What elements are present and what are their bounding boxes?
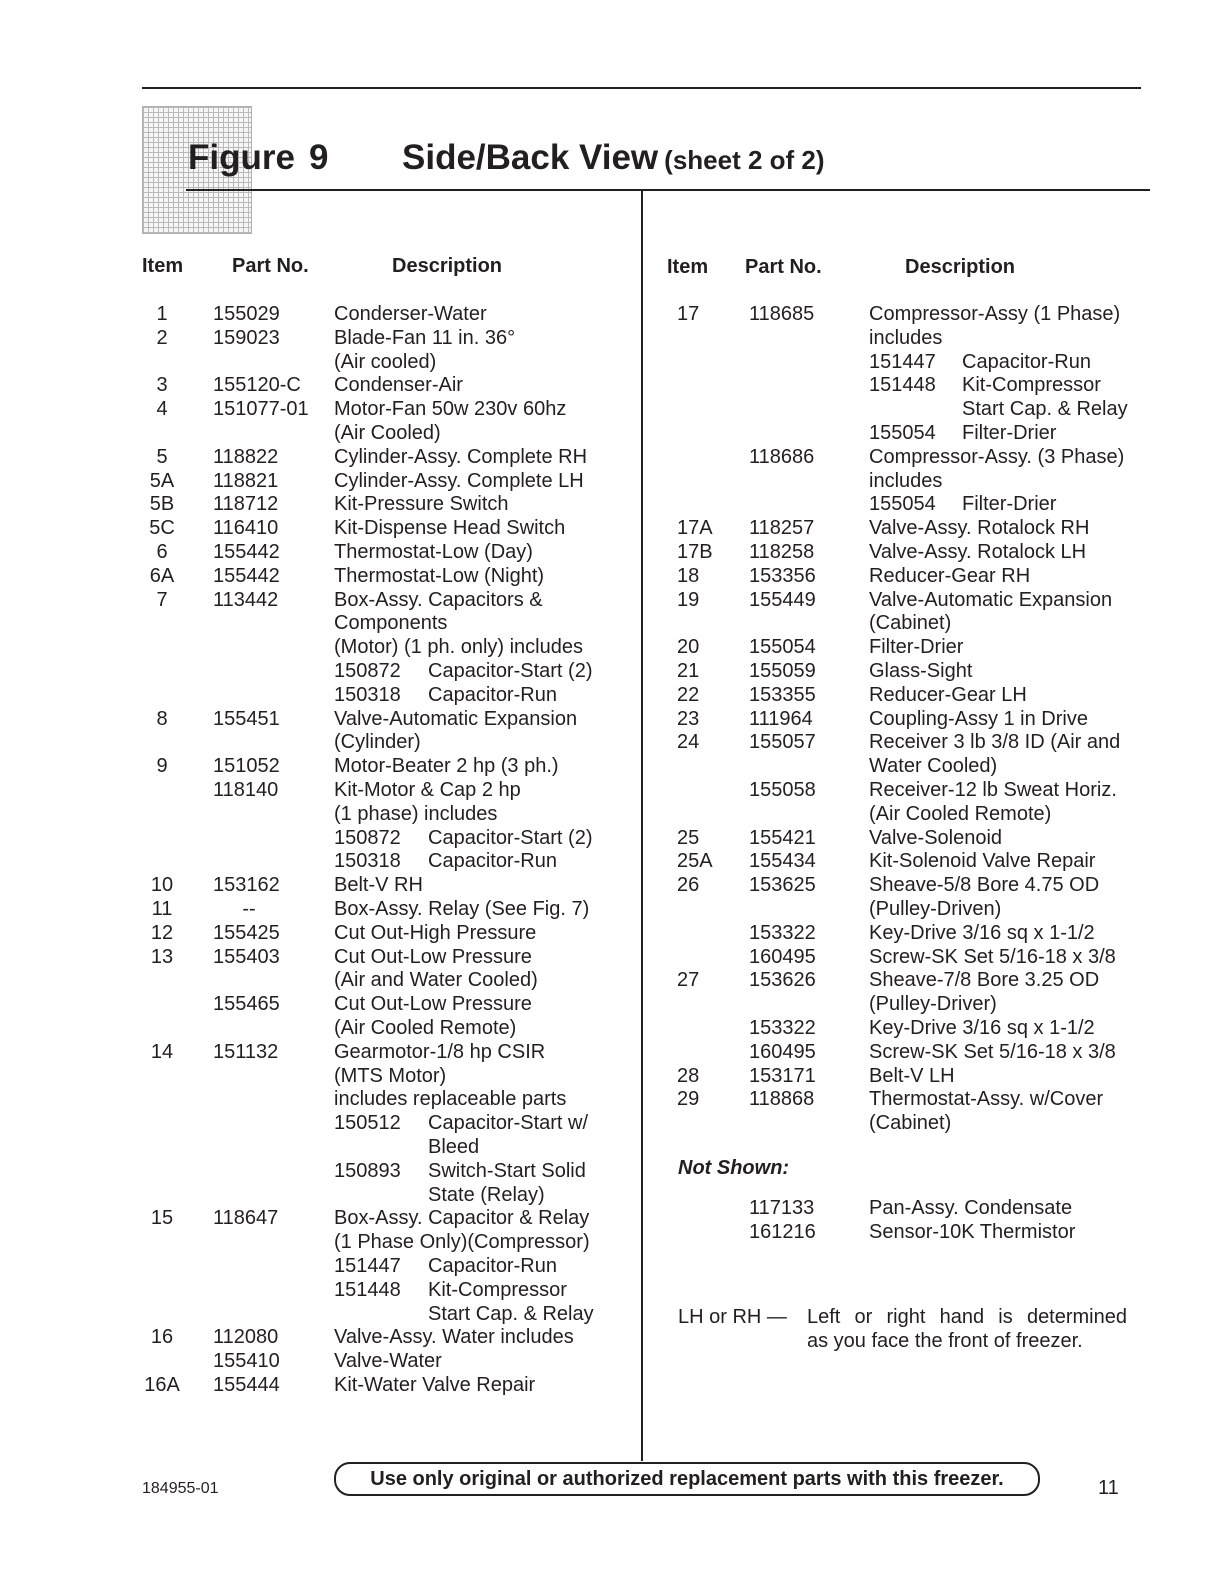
- part-number-cell: 155421: [749, 826, 816, 849]
- figure-name: [402, 136, 825, 182]
- description-cell: Screw-SK Set 5/16-18 x 3/8: [869, 945, 1116, 968]
- page-number: 11: [1098, 1477, 1119, 1499]
- note-line-1: Left or right hand is determined: [807, 1306, 1127, 1328]
- description-cell: Water Cooled): [869, 755, 998, 778]
- left-header-description: Description: [392, 255, 503, 277]
- right-header-item: Item: [667, 256, 709, 278]
- description-cell: Box-Assy. Capacitors &: [334, 588, 543, 611]
- description-cell: Key-Drive 3/16 sq x 1-1/2: [869, 921, 1095, 944]
- item-cell: 25: [677, 826, 700, 849]
- description-cell: Components: [334, 612, 448, 635]
- description-cell: Cut Out-Low Pressure: [334, 945, 532, 968]
- part-number-cell: 118647: [213, 1207, 279, 1230]
- description-cell: Valve-Assy. Water includes: [334, 1326, 574, 1349]
- description-cell: Thermostat-Low (Night): [334, 564, 545, 587]
- part-number-cell: 118822: [213, 445, 279, 468]
- description-cell: (1 Phase Only)(Compressor): [334, 1231, 590, 1254]
- part-number-cell: 151132: [213, 1040, 279, 1063]
- description-cell: 155054: [869, 493, 936, 516]
- figure-title-text: Side/Back View: [402, 138, 659, 177]
- left-header-item: Item: [142, 255, 184, 277]
- description-cell: Valve-Automatic Expansion: [869, 588, 1113, 611]
- part-number-cell: 153355: [749, 683, 816, 706]
- part-number-cell: 151052: [213, 755, 280, 778]
- description-cell: (1 phase) includes: [334, 802, 498, 825]
- sub-description-cell: Capacitor-Start w/: [428, 1112, 589, 1135]
- item-cell: 22: [677, 683, 700, 706]
- sub-description-cell: Capacitor-Run: [428, 683, 557, 706]
- part-number-cell: 118821: [213, 469, 279, 492]
- sub-description-cell: Capacitor-Start (2): [428, 660, 593, 682]
- sub-description-cell: Capacitor-Run: [428, 850, 557, 873]
- figure-number: 9: [308, 138, 329, 177]
- part-number-cell: 155444: [213, 1374, 280, 1396]
- part-number-cell: 155449: [749, 588, 816, 611]
- description-cell: 150872: [334, 826, 401, 849]
- description-cell: Box-Assy. Relay (See Fig. 7): [334, 898, 590, 920]
- description-cell: Kit-Motor & Cap 2 hp: [334, 779, 521, 801]
- description-cell: includes replaceable parts: [334, 1088, 567, 1111]
- item-cell: 14: [150, 1040, 174, 1063]
- part-number-cell: 159023: [213, 326, 280, 349]
- sub-description-cell: Filter-Drier: [962, 493, 1057, 516]
- part-number-cell: 153171: [749, 1064, 816, 1087]
- part-number-cell: 155403: [213, 945, 280, 968]
- part-number-cell: 153162: [213, 874, 280, 897]
- part-number-cell: 116410: [213, 517, 279, 540]
- item-cell: 4: [156, 398, 168, 421]
- description-cell: 150872: [334, 660, 401, 682]
- item-cell: 1: [156, 303, 168, 325]
- description-cell: Key-Drive 3/16 sq x 1-1/2: [869, 1017, 1095, 1039]
- sub-description-cell: State (Relay): [428, 1183, 545, 1206]
- item-cell: 15: [150, 1207, 174, 1230]
- part-number-cell: 153626: [749, 969, 816, 992]
- note-label: LH or RH —: [678, 1306, 787, 1328]
- item-cell: 6A: [149, 564, 175, 587]
- item-cell: 5: [156, 445, 168, 468]
- description-cell: 150318: [334, 683, 401, 706]
- description-cell: Thermostat-Low (Day): [334, 541, 533, 563]
- description-cell: Conderser-Water: [334, 303, 487, 325]
- description-cell: Condenser-Air: [334, 374, 463, 397]
- figure-title: [188, 136, 825, 180]
- item-cell: 20: [677, 636, 700, 659]
- description-cell: Screw-SK Set 5/16-18 x 3/8: [869, 1040, 1116, 1063]
- description-cell: Cylinder-Assy. Complete LH: [334, 469, 584, 492]
- description-cell: Kit-Dispense Head Switch: [334, 517, 566, 540]
- item-cell: 9: [156, 755, 168, 778]
- description-cell: Kit-Pressure Switch: [334, 493, 509, 516]
- part-number-cell: 118258: [749, 541, 815, 563]
- description-cell: Belt-V RH: [334, 874, 423, 897]
- part-number-cell: 155059: [749, 660, 816, 682]
- description-cell: (Air Cooled Remote): [869, 802, 1052, 825]
- sub-description-cell: Start Cap. & Relay: [962, 398, 1128, 421]
- part-number-cell: 118140: [213, 779, 279, 801]
- description-cell: 151448: [334, 1278, 401, 1301]
- description-cell: Pan-Assy. Condensate: [869, 1197, 1073, 1219]
- part-number-cell: 155029: [213, 303, 280, 325]
- description-cell: Valve-Assy. Rotalock RH: [869, 517, 1090, 540]
- item-cell: 18: [677, 564, 700, 587]
- part-number-cell: 117133: [749, 1197, 815, 1219]
- part-number-cell: 155058: [749, 779, 816, 801]
- description-cell: Sheave-5/8 Bore 4.75 OD: [869, 874, 1100, 897]
- title-rule: [186, 189, 1150, 191]
- part-number-cell: --: [242, 898, 256, 920]
- item-cell: 23: [677, 707, 700, 730]
- sub-description-cell: Capacitor-Start (2): [428, 826, 593, 849]
- item-cell: 19: [677, 588, 700, 611]
- item-cell: 6: [156, 541, 168, 563]
- part-number-cell: 155465: [213, 993, 280, 1016]
- description-cell: Box-Assy. Capacitor & Relay: [334, 1207, 590, 1230]
- part-number-cell: 113442: [213, 588, 279, 611]
- description-cell: (Cabinet): [869, 1112, 952, 1135]
- description-cell: Valve-Assy. Rotalock LH: [869, 541, 1087, 563]
- top-rule: [142, 87, 1141, 89]
- description-cell: (MTS Motor): [334, 1064, 447, 1087]
- description-cell: (Air Cooled): [334, 422, 441, 444]
- not-shown-heading: Not Shown:: [678, 1157, 790, 1179]
- footer-banner: Use only original or authorized replacement parts with this freezer.: [334, 1462, 1040, 1496]
- description-cell: (Motor) (1 ph. only) includes: [334, 636, 583, 659]
- description-cell: Receiver-12 lb Sweat Horiz.: [869, 779, 1117, 801]
- description-cell: includes: [869, 469, 943, 492]
- part-number-cell: 155120-C: [213, 374, 301, 397]
- description-cell: (Cabinet): [869, 612, 952, 635]
- description-cell: Gearmotor-1/8 hp CSIR: [334, 1040, 546, 1063]
- description-cell: Motor-Beater 2 hp (3 ph.): [334, 755, 559, 778]
- part-number-cell: 151077-01: [213, 398, 309, 421]
- part-number-cell: 155442: [213, 564, 280, 587]
- item-cell: 16A: [144, 1374, 180, 1396]
- item-cell: 26: [677, 874, 700, 897]
- item-cell: 17A: [677, 517, 713, 540]
- sub-description-cell: Start Cap. & Relay: [428, 1302, 594, 1325]
- description-cell: Receiver 3 lb 3/8 ID (Air and: [869, 731, 1121, 754]
- sub-description-cell: Kit-Compressor: [962, 374, 1101, 397]
- item-cell: 17B: [677, 541, 713, 563]
- item-cell: 3: [156, 374, 168, 397]
- part-number-cell: 155442: [213, 541, 280, 563]
- part-number-cell: 153322: [749, 921, 816, 944]
- item-cell: 7: [156, 588, 168, 611]
- item-cell: 16: [150, 1326, 174, 1349]
- part-number-cell: 153356: [749, 564, 816, 587]
- figure-sheet: (sheet 2 of 2): [664, 145, 825, 175]
- description-cell: Thermostat-Assy. w/Cover: [869, 1088, 1104, 1111]
- description-cell: Blade-Fan 11 in. 36°: [334, 326, 516, 349]
- part-number-cell: 155410: [213, 1350, 280, 1373]
- description-cell: Cut Out-Low Pressure: [334, 993, 532, 1016]
- sub-description-cell: Capacitor-Run: [962, 350, 1091, 373]
- description-cell: 151447: [334, 1255, 401, 1277]
- part-number-cell: 155057: [749, 731, 816, 754]
- description-cell: Reducer-Gear RH: [869, 564, 1031, 587]
- part-number-cell: 155451: [213, 707, 280, 730]
- description-cell: Motor-Fan 50w 230v 60hz: [334, 398, 567, 421]
- item-cell: 21: [677, 660, 700, 682]
- item-cell: 24: [677, 731, 700, 754]
- description-cell: 151447: [869, 350, 936, 373]
- description-cell: (Air and Water Cooled): [334, 969, 538, 992]
- description-cell: 150893: [334, 1159, 401, 1182]
- sub-description-cell: Bleed: [428, 1136, 480, 1158]
- document-number: 184955-01: [142, 1480, 219, 1497]
- right-header-description: Description: [905, 256, 1016, 278]
- part-number-cell: 155434: [749, 850, 816, 873]
- item-cell: 5C: [149, 517, 175, 540]
- part-number-cell: 160495: [749, 1040, 816, 1063]
- description-cell: Kit-Water Valve Repair: [334, 1374, 536, 1396]
- left-header-part-no: Part No.: [232, 255, 309, 277]
- description-cell: 150318: [334, 850, 401, 873]
- description-cell: (Air Cooled Remote): [334, 1017, 517, 1039]
- description-cell: Belt-V LH: [869, 1064, 955, 1087]
- sub-description-cell: Filter-Drier: [962, 422, 1057, 444]
- part-number-cell: 153625: [749, 874, 816, 897]
- part-number-cell: 111964: [749, 707, 813, 730]
- description-cell: Sensor-10K Thermistor: [869, 1221, 1076, 1243]
- part-number-cell: 118257: [749, 517, 815, 540]
- item-cell: 10: [150, 874, 174, 897]
- item-cell: 8: [156, 707, 168, 730]
- description-cell: Coupling-Assy 1 in Drive: [869, 707, 1088, 730]
- part-number-cell: 118712: [213, 493, 279, 516]
- item-cell: 29: [677, 1088, 700, 1111]
- figure-label: Figure: [188, 138, 295, 177]
- description-cell: Sheave-7/8 Bore 3.25 OD: [869, 969, 1100, 992]
- sub-description-cell: Kit-Compressor: [428, 1278, 567, 1301]
- item-cell: 27: [677, 969, 700, 992]
- description-cell: includes: [869, 326, 943, 349]
- item-cell: 13: [150, 945, 174, 968]
- part-number-cell: 155425: [213, 921, 280, 944]
- description-cell: (Cylinder): [334, 731, 421, 754]
- description-cell: Kit-Solenoid Valve Repair: [869, 850, 1096, 873]
- right-header-part-no: Part No.: [745, 256, 822, 278]
- description-cell: Filter-Drier: [869, 636, 964, 659]
- description-cell: Compressor-Assy (1 Phase): [869, 303, 1121, 325]
- item-cell: 5B: [149, 493, 175, 516]
- description-cell: (Pulley-Driver): [869, 993, 997, 1016]
- item-cell: 11: [151, 898, 173, 920]
- part-number-cell: 160495: [749, 945, 816, 968]
- item-cell: 25A: [677, 850, 713, 873]
- item-cell: 28: [677, 1064, 700, 1087]
- note-line-2: as you face the front of freezer.: [807, 1330, 1083, 1352]
- part-number-cell: 153322: [749, 1017, 816, 1039]
- item-cell: 17: [677, 303, 700, 325]
- description-cell: Cut Out-High Pressure: [334, 921, 537, 944]
- description-cell: Cylinder-Assy. Complete RH: [334, 445, 588, 468]
- part-number-cell: 112080: [213, 1326, 279, 1349]
- description-cell: 150512: [334, 1112, 401, 1135]
- part-number-cell: 161216: [749, 1221, 816, 1243]
- description-cell: (Pulley-Driven): [869, 898, 1002, 920]
- description-cell: 155054: [869, 422, 936, 444]
- description-cell: Compressor-Assy. (3 Phase): [869, 445, 1125, 468]
- description-cell: Valve-Solenoid: [869, 826, 1003, 849]
- part-number-cell: 118685: [749, 303, 815, 325]
- description-cell: Reducer-Gear LH: [869, 683, 1027, 706]
- sub-description-cell: Capacitor-Run: [428, 1255, 557, 1277]
- lh-rh-note: [678, 1305, 1127, 1352]
- sub-description-cell: Switch-Start Solid: [428, 1159, 586, 1182]
- description-cell: 151448: [869, 374, 936, 397]
- description-cell: Valve-Water: [334, 1350, 442, 1373]
- item-cell: 2: [156, 326, 168, 349]
- item-cell: 12: [150, 921, 174, 944]
- part-number-cell: 155054: [749, 636, 816, 659]
- part-number-cell: 118868: [749, 1088, 815, 1111]
- part-number-cell: 118686: [749, 445, 815, 468]
- item-cell: 5A: [149, 469, 175, 492]
- description-cell: (Air cooled): [334, 350, 437, 373]
- description-cell: Glass-Sight: [869, 660, 973, 682]
- column-divider: [641, 191, 643, 1461]
- description-cell: Valve-Automatic Expansion: [334, 707, 578, 730]
